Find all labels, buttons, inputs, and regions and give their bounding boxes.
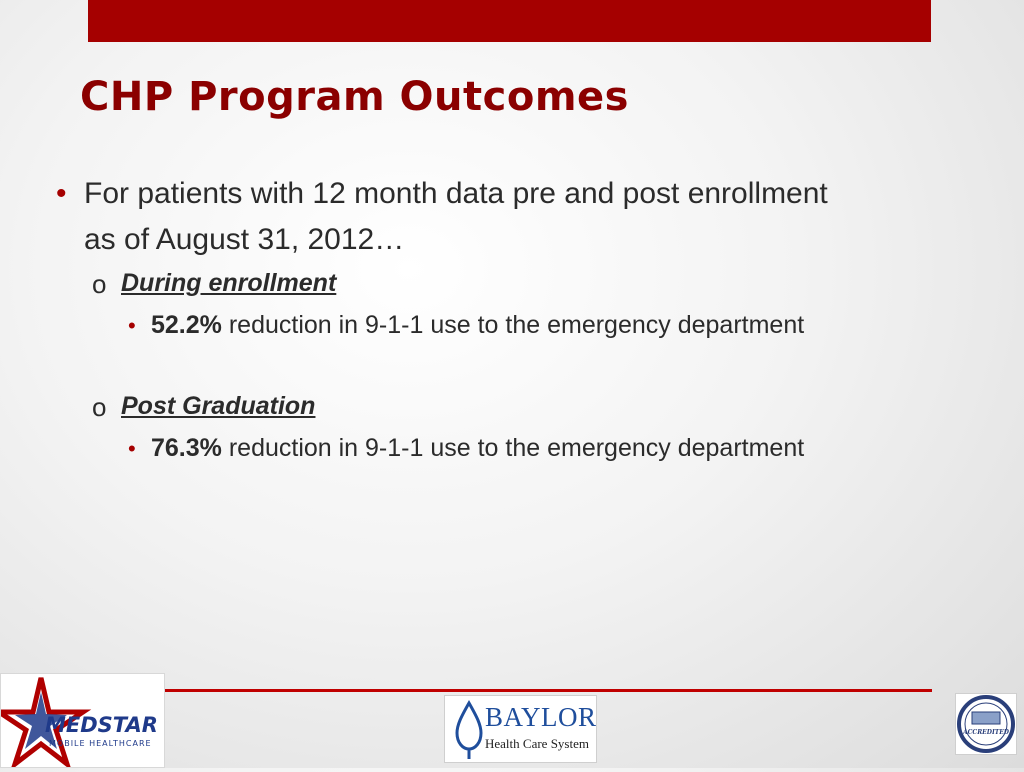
outcome-item	[151, 305, 831, 346]
circle-bullet-icon: o	[92, 269, 107, 299]
top-accent-bar	[88, 0, 931, 42]
accreditation-seal	[955, 693, 1017, 755]
medstar-name: MEDSTAR	[45, 713, 158, 737]
accredited-seal-icon	[956, 694, 1016, 754]
baylor-logo	[444, 695, 597, 763]
medstar-star-icon	[1, 674, 164, 767]
circle-bullet-icon: o	[92, 392, 107, 422]
bullet-icon: •	[128, 313, 136, 338]
slide-title: CHP Program Outcomes	[80, 74, 629, 120]
medstar-tagline: MOBILE HEALTHCARE	[49, 739, 152, 748]
baylor-name: BAYLOR	[485, 702, 597, 732]
medstar-logo	[0, 673, 165, 768]
outcome-text: reduction in 9-1-1 use to the emergency department	[221, 311, 805, 339]
sub-heading-during-enrollment: During enrollment	[121, 269, 337, 297]
footer-divider	[165, 689, 932, 692]
outcome-text: reduction in 9-1-1 use to the emergency department	[221, 434, 805, 462]
bullet-icon: •	[128, 436, 136, 461]
outcome-item	[151, 428, 831, 469]
accredited-label: ACCREDITED	[962, 729, 1010, 736]
baylor-tagline: Health Care System	[485, 736, 589, 751]
sub-heading-post-graduation: Post Graduation	[121, 392, 316, 420]
water-drop-icon	[451, 699, 487, 761]
outcome-value: 52.2%	[151, 311, 222, 339]
bullet-icon: •	[56, 177, 67, 210]
main-bullet-text: For patients with 12 month data pre and post enrollment as of August 31, 2012…	[84, 177, 828, 256]
outcome-value: 76.3%	[151, 434, 222, 462]
